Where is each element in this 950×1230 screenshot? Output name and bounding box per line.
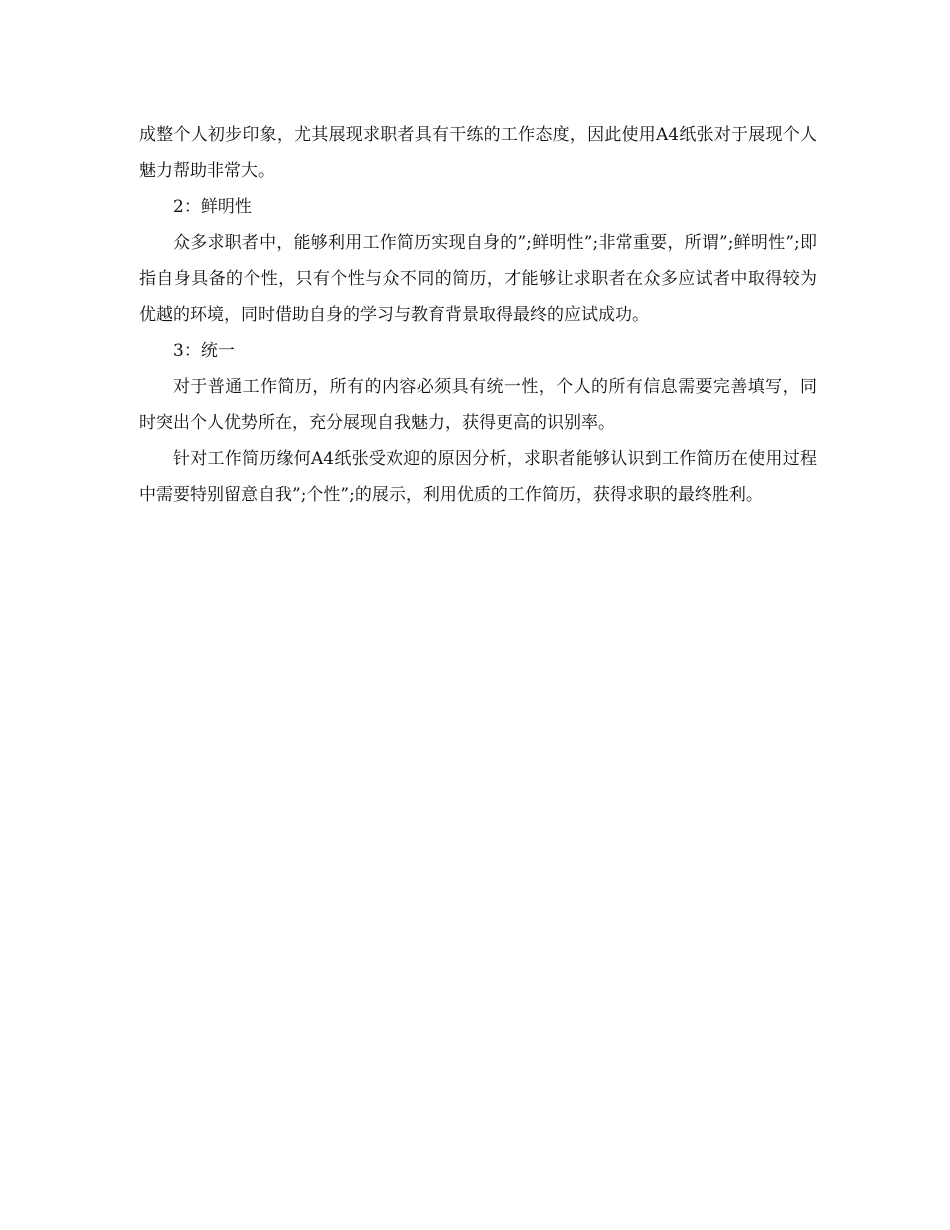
paragraph-distinctiveness: 众多求职者中，能够利用工作简历实现自身的”;鲜明性”;非常重要，所谓”;鲜明性”;即指自身具备的个性，只有个性与众不同的简历，才能够让求职者在众多应试者中取得较为优越的环境，同时借助自身的学习与教育背景取得最终的应试成功。 (139, 233, 817, 325)
section-heading-distinctiveness: 2：鲜明性 (173, 197, 252, 217)
document-body (139, 117, 817, 513)
section-heading-uniformity: 3：统一 (173, 341, 235, 361)
paragraph-continuation: 成整个人初步印象，尤其展现求职者具有干练的工作态度，因此使用A4纸张对于展现个人魅力帮助非常大。 (139, 125, 817, 181)
paragraph-conclusion: 针对工作简历缘何A4纸张受欢迎的原因分析，求职者能够认识到工作简历在使用过程中需要特别留意自我”;个性”;的展示，利用优质的工作简历，获得求职的最终胜利。 (139, 449, 817, 505)
paragraph-uniformity: 对于普通工作简历，所有的内容必须具有统一性，个人的所有信息需要完善填写，同时突出个人优势所在，充分展现自我魅力，获得更高的识别率。 (139, 377, 817, 433)
